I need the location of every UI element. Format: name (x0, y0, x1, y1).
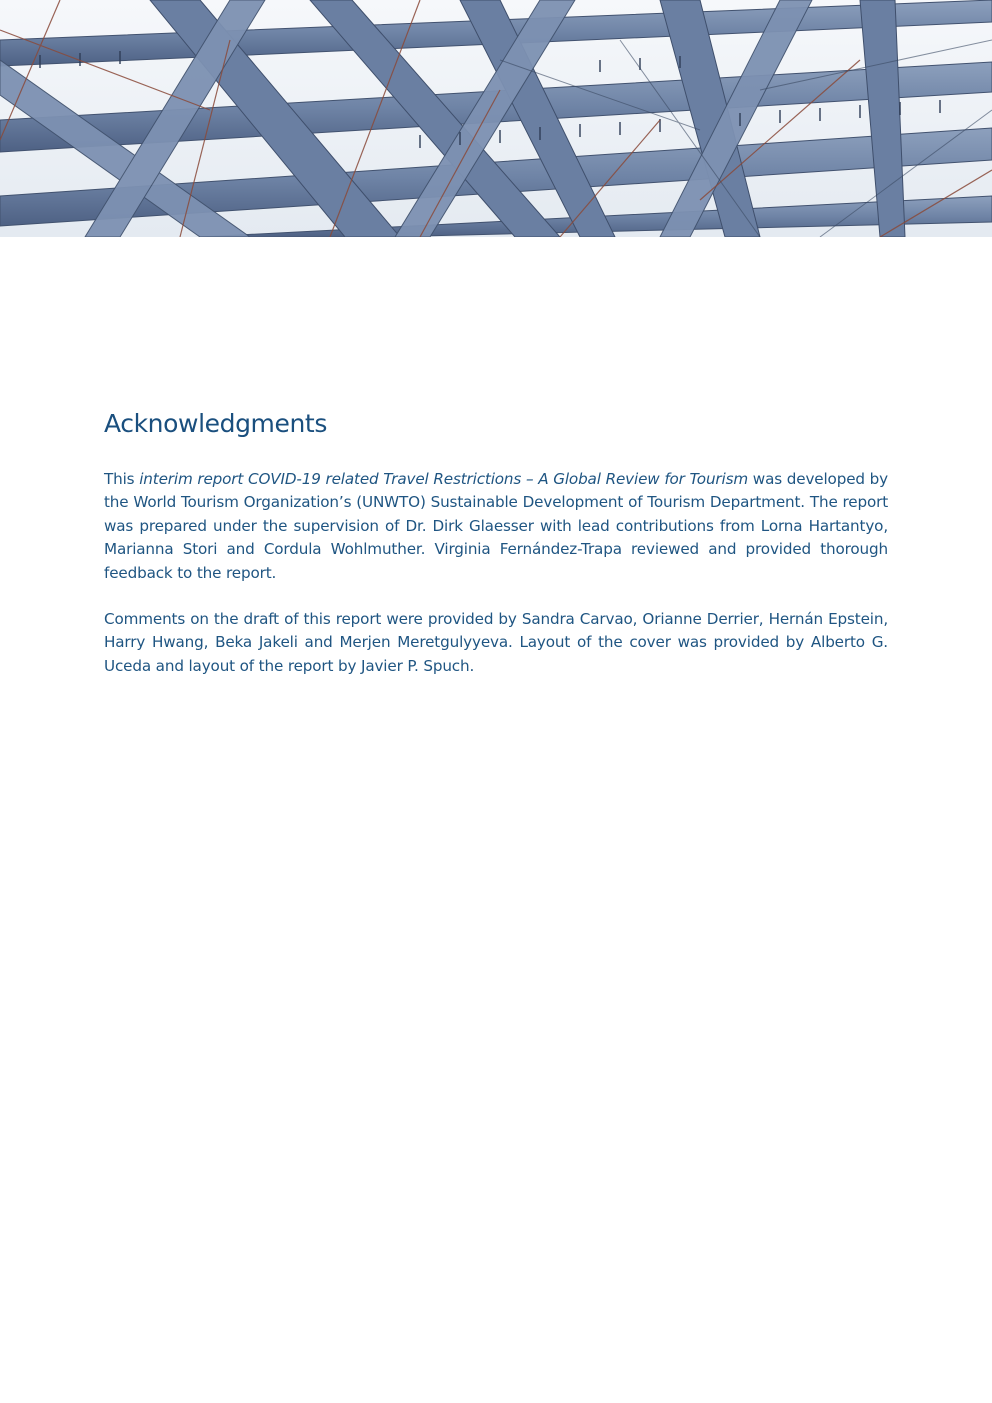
acknowledgments-paragraph-2: Comments on the draft of this report were provided by Sandra Carvao, Orianne Derrier, Hernán Epstein, Harry Hwang, Beka Jakeli and Merjen Meretgulyyeva. Layout of the cover was provided by Alberto G. Uceda and layout of the report by Javier P. Spuch. (104, 610, 888, 675)
steel-glass-roof-photo (0, 0, 992, 237)
paragraph-rest: was developed by the World Tourism Organization’s (UNWTO) Sustainable Development of Tourism Department. The report was prepared under the supervision of Dr. Dirk Glaesser with lead contributions from Lorna Hartantyo, Marianna Stori and Cordula Wohlmuther. Virginia Fernández-Trapa reviewed and provided thorough feedback to the report. (104, 470, 888, 582)
paragraph-lead: This (104, 470, 140, 488)
acknowledgments-section (104, 404, 888, 701)
page-title: Acknowledgments (104, 409, 327, 438)
acknowledgments-paragraph-1 (104, 468, 888, 585)
header-photo (0, 0, 992, 237)
report-title: interim report COVID-19 related Travel Restrictions – A Global Review for Tourism (139, 470, 748, 488)
